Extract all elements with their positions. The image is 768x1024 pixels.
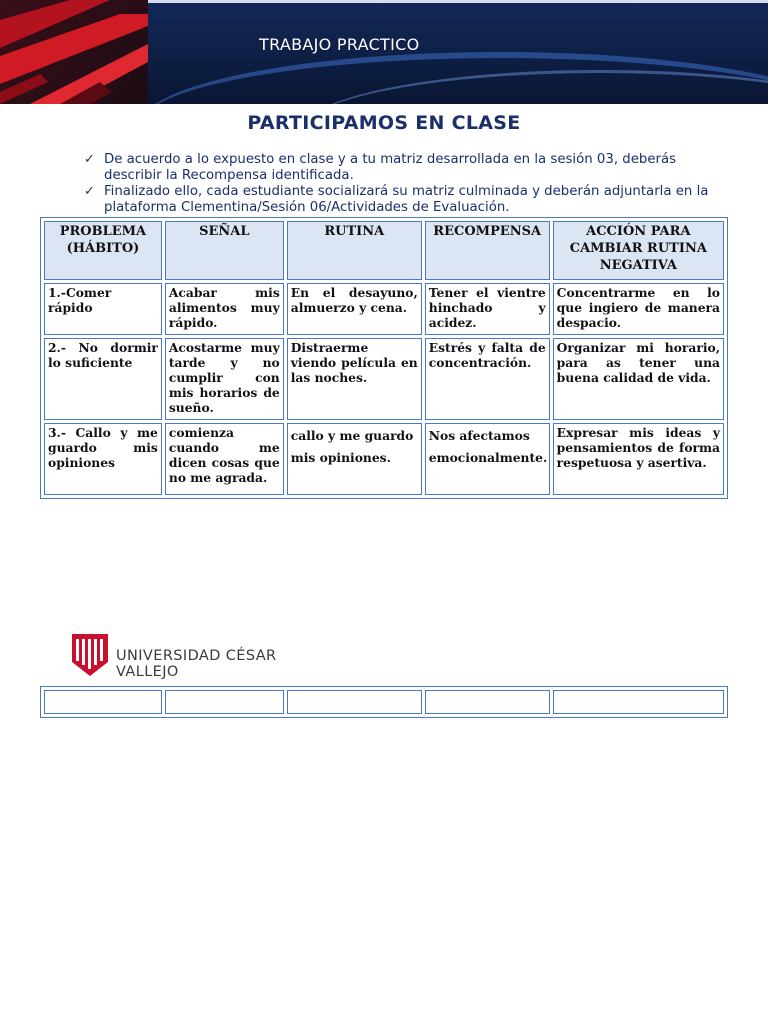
table-cell: comienza cuando me dicen cosas que no me agrada. [165, 423, 284, 495]
table-cell: Distraerme viendo película en las noches. [287, 338, 422, 420]
instruction-item [84, 184, 714, 216]
table-row [44, 690, 724, 714]
university-logo [70, 632, 340, 680]
header-cell-rutina: RUTINA [287, 221, 422, 280]
table-cell: Acostarme muy tarde y no cumplir con mis horarios de sueño. [165, 338, 284, 420]
table-cell [425, 690, 550, 714]
checkmark-icon: ✓ [84, 184, 95, 199]
table-cell: 3.- Callo y me guardo mis opiniones [44, 423, 162, 495]
table-cell: Organizar mi horario, para as tener una buena calidad de vida. [553, 338, 724, 420]
table-cell: Concentrarme en lo que ingiero de manera despacio. [553, 283, 724, 335]
table-row [44, 283, 724, 335]
banner-logo-graphic [0, 0, 148, 104]
table-cell [165, 690, 284, 714]
header-cell-accion: ACCIÓN PARA CAMBIAR RUTINA NEGATIVA [553, 221, 724, 280]
header-cell-recompensa: RECOMPENSA [425, 221, 550, 280]
table-cell: 1.-Comer rápido [44, 283, 162, 335]
page-header-title: TRABAJO PRACTICO [259, 35, 420, 54]
header-cell-senal: SEÑAL [165, 221, 284, 280]
table-cell: Expresar mis ideas y pensamientos de forma respetuosa y asertiva. [553, 423, 724, 495]
table-cell: 2.- No dormir lo suficiente [44, 338, 162, 420]
table-row [44, 338, 724, 420]
instruction-text: De acuerdo a lo expuesto en clase y a tu matriz desarrollada en la sesión 03, deberás describir la Recompensa identificada. [104, 152, 677, 183]
red-chevron-icon [0, 0, 148, 104]
page-title: PARTICIPAMOS EN CLASE [247, 112, 521, 134]
table-cell: Estrés y falta de concentración. [425, 338, 550, 420]
table-cell: callo y me guardo mis opiniones. [287, 423, 422, 495]
university-logo-text: UNIVERSIDAD CÉSAR VALLEJO [116, 648, 277, 680]
table-cell [553, 690, 724, 714]
table-cell: Tener el vientre hinchado y acidez. [425, 283, 550, 335]
header-cell-problema: PROBLEMA (HÁBITO) [44, 221, 162, 280]
habit-matrix-table [40, 217, 728, 499]
table-row [44, 423, 724, 495]
empty-table [40, 686, 728, 718]
ucv-shield-icon [70, 632, 110, 678]
header-banner [0, 0, 768, 104]
banner-stripe [148, 0, 768, 3]
instruction-item [84, 152, 714, 184]
table-cell [287, 690, 422, 714]
instructions-list [84, 152, 714, 216]
checkmark-icon: ✓ [84, 152, 95, 167]
table-header-row [44, 221, 724, 280]
table-cell: Acabar mis alimentos muy rápido. [165, 283, 284, 335]
instruction-text: Finalizado ello, cada estudiante socializará su matriz culminada y deberán adjuntarla en la plataforma Clementina/Sesión 06/Actividades de Evaluación. [104, 184, 709, 215]
table-cell: En el desayuno, almuerzo y cena. [287, 283, 422, 335]
table-cell: Nos afectamos emocionalmente. [425, 423, 550, 495]
table-cell [44, 690, 162, 714]
